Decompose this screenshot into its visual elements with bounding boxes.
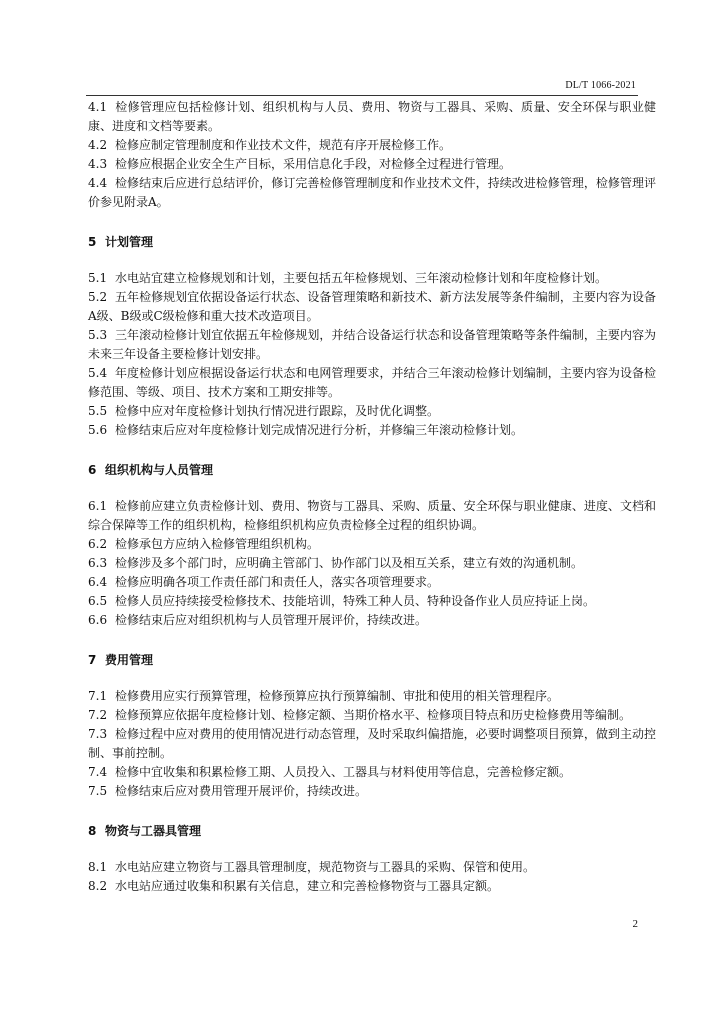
clause: [88, 326, 656, 364]
clause-number: 8.2: [88, 879, 108, 893]
clause: [88, 782, 656, 801]
clause-text: 检修结束后应对年度检修计划完成情况进行分析，并修编三年滚动检修计划。: [115, 423, 524, 437]
clause: [88, 288, 656, 326]
section-heading: [88, 461, 656, 480]
clause-text: 检修管理应包括检修计划、组织机构与人员、费用、物资与工器具、采购、质量、安全环保与职业健康、进度和文档等要素。: [88, 100, 656, 133]
clause-text: 检修人员应持续接受检修技术、技能培训，特殊工种人员、特种设备作业人员应持证上岗。: [115, 594, 596, 608]
clause-text: 检修预算应依据年度检修计划、检修定额、当期价格水平、检修项目特点和历史检修费用等编制。: [115, 708, 632, 722]
clause-text: 检修中宜收集和积累检修工期、人员投入、工器具与材料使用等信息，完善检修定额。: [115, 765, 572, 779]
clause: [88, 535, 656, 554]
clause-text: 年度检修计划应根据设备运行状态和电网管理要求，并结合三年滚动检修计划编制，主要内容为设备检修范围、等级、项目、技术方案和工期安排等。: [88, 366, 656, 399]
clause-text: 检修涉及多个部门时，应明确主管部门、协作部门以及相互关系，建立有效的沟通机制。: [115, 556, 584, 570]
clause-number: 5.2: [88, 290, 108, 304]
clause-text: 水电站宜建立检修规划和计划，主要包括五年检修规划、三年滚动检修计划和年度检修计划。: [115, 271, 608, 285]
clause: [88, 573, 656, 592]
clause-text: 检修中应对年度检修计划执行情况进行跟踪，及时优化调整。: [115, 404, 440, 418]
clause: [88, 136, 656, 155]
clause-text: 检修过程中应对费用的使用情况进行动态管理，及时采取纠偏措施，必要时调整项目预算，做到主动控制、事前控制。: [88, 727, 656, 760]
clause: [88, 98, 656, 136]
clause-text: 检修承包方应纳入检修管理组织机构。: [115, 537, 320, 551]
clause-text: 检修结束后应进行总结评价，修订完善检修管理制度和作业技术文件，持续改进检修管理，检修管理评价参见附录A。: [88, 176, 656, 209]
clause: [88, 554, 656, 573]
clause-number: 5.3: [88, 328, 108, 342]
clause: [88, 155, 656, 174]
clause-text: 检修费用应实行预算管理，检修预算应执行预算编制、审批和使用的相关管理程序。: [115, 689, 560, 703]
clause-number: 5.6: [88, 423, 108, 437]
clause-text: 五年检修规划宜依据设备运行状态、设备管理策略和新技术、新方法发展等条件编制，主要内容为设备A级、B级或C级检修和重大技术改造项目。: [88, 290, 656, 323]
clause-number: 4.4: [88, 176, 108, 190]
clause-number: 5.1: [88, 271, 108, 285]
clause: [88, 687, 656, 706]
clause-number: 7.5: [88, 784, 108, 798]
clause-number: 6.1: [88, 499, 108, 513]
section-title: 费用管理: [105, 653, 154, 667]
clause-number: 7.1: [88, 689, 108, 703]
section-heading: [88, 233, 656, 252]
clause-text: 检修应根据企业安全生产目标，采用信息化手段，对检修全过程进行管理。: [115, 157, 512, 171]
clause: [88, 763, 656, 782]
clause-number: 4.2: [88, 138, 108, 152]
section-number: 6: [88, 463, 97, 477]
section-number: 7: [88, 653, 97, 667]
clause: [88, 706, 656, 725]
clause: [88, 421, 656, 440]
section-heading: [88, 651, 656, 670]
clause: [88, 858, 656, 877]
document-body: [88, 98, 656, 896]
clause-text: 检修前应建立负责检修计划、费用、物资与工器具、采购、质量、安全环保与职业健康、进度、文档和综合保障等工作的组织机构，检修组织机构应负责检修全过程的组织协调。: [88, 499, 656, 532]
clause: [88, 497, 656, 535]
clause-text: 检修应制定管理制度和作业技术文件，规范有序开展检修工作。: [115, 138, 452, 152]
clause-number: 6.2: [88, 537, 108, 551]
clause: [88, 592, 656, 611]
clause-text: 水电站应通过收集和积累有关信息，建立和完善检修物资与工器具定额。: [115, 879, 500, 893]
section-number: 5: [88, 235, 97, 249]
clause-number: 7.3: [88, 727, 108, 741]
clause-text: 检修结束后应对组织机构与人员管理开展评价，持续改进。: [115, 613, 428, 627]
clause-number: 6.5: [88, 594, 108, 608]
section-title: 计划管理: [105, 235, 154, 249]
clause-text: 水电站应建立物资与工器具管理制度，规范物资与工器具的采购、保管和使用。: [115, 860, 536, 874]
section-title: 物资与工器具管理: [105, 824, 202, 838]
clause-number: 7.4: [88, 765, 108, 779]
clause: [88, 725, 656, 763]
clause: [88, 269, 656, 288]
clause-number: 6.4: [88, 575, 108, 589]
section-title: 组织机构与人员管理: [105, 463, 214, 477]
clause-number: 8.1: [88, 860, 108, 874]
clause-text: 检修应明确各项工作责任部门和责任人，落实各项管理要求。: [115, 575, 440, 589]
clause-number: 6.3: [88, 556, 108, 570]
clause-number: 7.2: [88, 708, 108, 722]
section-heading: [88, 822, 656, 841]
header-rule: [86, 95, 638, 96]
clause-number: 6.6: [88, 613, 108, 627]
clause: [88, 877, 656, 896]
clause-text: 检修结束后应对费用管理开展评价，持续改进。: [115, 784, 368, 798]
page-number: 2: [632, 918, 638, 930]
clause: [88, 174, 656, 212]
section-number: 8: [88, 824, 97, 838]
clause: [88, 402, 656, 421]
clause-number: 4.1: [88, 100, 108, 114]
clause-number: 5.5: [88, 404, 108, 418]
clause-text: 三年滚动检修计划宜依据五年检修规划，并结合设备运行状态和设备管理策略等条件编制，主要内容为未来三年设备主要检修计划安排。: [88, 328, 656, 361]
clause-number: 4.3: [88, 157, 108, 171]
clause: [88, 364, 656, 402]
clause-number: 5.4: [88, 366, 108, 380]
standard-code: DL/T 1066-2021: [565, 80, 636, 91]
clause: [88, 611, 656, 630]
